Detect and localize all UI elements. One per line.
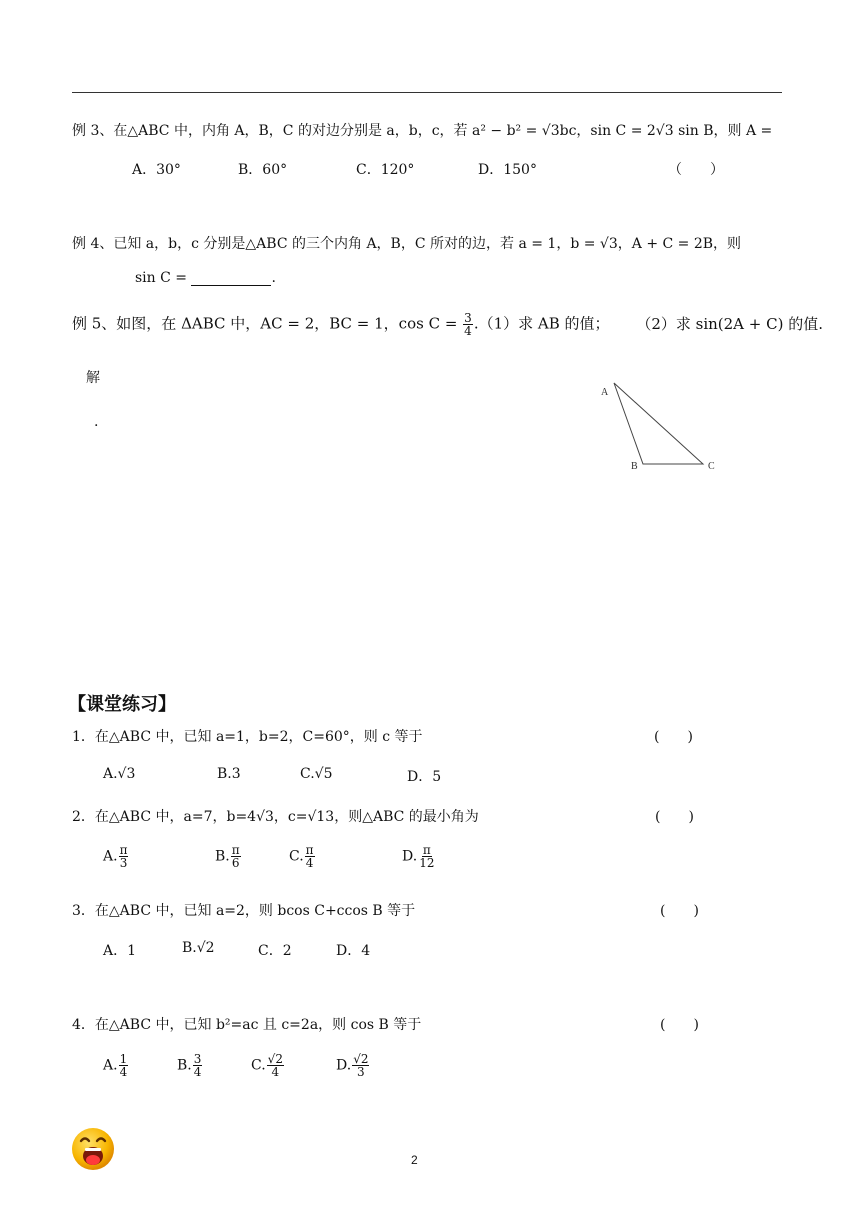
example-4-answer-blank[interactable]: [191, 271, 271, 286]
question-2-stem: 2．在△ABC 中，a=7，b=4√3，c=√13，则△ABC 的最小角为: [72, 809, 479, 825]
fraction-numerator: √2: [267, 1052, 283, 1066]
example-5-cos-fraction: [463, 312, 473, 337]
header-rule: [72, 92, 782, 93]
question-3-option-d: D．4: [336, 943, 371, 959]
example-5-question-2: （2）求 sin(2A + C) 的值.: [636, 314, 823, 333]
fraction-denominator: 4: [271, 1065, 280, 1079]
question-4-option-d: [336, 1053, 370, 1078]
example-4-sinC: sin C =: [135, 270, 188, 286]
question-2-answer-paren: ( ): [655, 809, 694, 825]
example-3-answer-paren: （ ）: [668, 162, 724, 178]
question-4-option-a: [103, 1053, 129, 1078]
option-label: B.: [177, 1057, 192, 1074]
example-3-option-b: B．60°: [238, 162, 288, 178]
fraction-denominator: 6: [231, 856, 240, 870]
question-2-option-b: [215, 844, 242, 869]
example-4-stem: 例 4、已知 a，b，c 分别是△ABC 的三个内角 A，B，C 所对的边，若 a = 1，b = √3，A + C = 2B，则: [72, 236, 742, 252]
triangle-abc-figure: [595, 375, 725, 475]
example-5-question-1: .（1）求 AB 的值；: [473, 314, 610, 333]
fraction-denominator: 4: [119, 1065, 128, 1079]
fraction-numerator: √2: [353, 1052, 369, 1066]
example-3-option-a: A．30°: [132, 162, 181, 178]
option-label: B.: [215, 848, 230, 865]
grinning-face-icon: [70, 1126, 116, 1172]
vertex-label-a: A: [601, 387, 609, 398]
fraction-denominator: 4: [305, 856, 314, 870]
question-4-answer-paren: ( ): [660, 1017, 699, 1033]
fraction-numerator: 3: [193, 1052, 202, 1066]
example-4-period: .: [271, 270, 276, 286]
question-1-stem: 1．在△ABC 中，已知 a=1，b=2，C=60°，则 c 等于: [72, 729, 423, 745]
question-3-option-a: A．1: [103, 943, 137, 959]
fraction-numerator: π: [231, 843, 240, 857]
question-1-option-b: B.3: [217, 766, 241, 782]
example-3-stem: 例 3、在△ABC 中，内角 A，B，C 的对边分别是 a，b，c，若 a² − b² = √3bc，sin C = 2√3 sin B，则 A =: [72, 123, 773, 139]
example-5-solution-label: 解: [86, 370, 100, 386]
question-3-option-c: C．2: [258, 943, 292, 959]
example-5-lead: 例 5、如图，在 ΔABC 中，AC = 2，BC = 1，cos C =: [72, 314, 458, 333]
fraction-denominator: 12: [419, 856, 435, 870]
example-5-solution-dot: .: [94, 414, 99, 430]
triangle-abc-shape: [614, 383, 703, 464]
option-label: C.: [251, 1057, 266, 1074]
question-4-stem: 4．在△ABC 中，已知 b²=ac 且 c=2a，则 cos B 等于: [72, 1017, 422, 1033]
example-5-stem: [72, 312, 823, 337]
question-3-answer-paren: ( ): [660, 903, 699, 919]
fraction-denominator: 3: [357, 1065, 365, 1079]
fraction-denominator: 3: [119, 856, 128, 870]
example-3-option-c: C．120°: [356, 162, 415, 178]
question-4-option-c: [251, 1053, 285, 1078]
question-2-option-d: [402, 844, 436, 869]
vertex-label-b: B: [631, 461, 638, 472]
page-number: 2: [411, 1153, 418, 1167]
option-label: D.: [336, 1057, 352, 1074]
fraction-numerator: π: [422, 843, 431, 857]
option-label: A.: [103, 848, 118, 865]
fraction-numerator: 1: [119, 1052, 128, 1066]
question-1-option-c: C.√5: [300, 766, 333, 782]
fraction-denominator: 4: [464, 324, 472, 338]
question-1-option-a: A.√3: [103, 766, 136, 782]
vertex-label-c: C: [708, 461, 715, 472]
fraction-numerator: 3: [464, 311, 472, 325]
example-4-line2: [135, 270, 276, 286]
fraction-numerator: π: [119, 843, 128, 857]
fraction-numerator: π: [305, 843, 314, 857]
question-2-option-c: [289, 844, 316, 869]
section-heading: 【课堂练习】: [68, 694, 176, 715]
option-label: A.: [103, 1057, 118, 1074]
question-3-option-b: B.√2: [182, 940, 215, 956]
option-label: D.: [402, 848, 418, 865]
question-2-option-a: [103, 844, 129, 869]
question-3-stem: 3．在△ABC 中，已知 a=2，则 bcos C+ccos B 等于: [72, 903, 416, 919]
question-4-option-b: [177, 1053, 203, 1078]
question-1-option-d: D．5: [407, 769, 442, 785]
example-3-option-d: D．150°: [478, 162, 537, 178]
option-label: C.: [289, 848, 304, 865]
fraction-denominator: 4: [193, 1065, 202, 1079]
question-1-answer-paren: ( ): [654, 729, 693, 745]
